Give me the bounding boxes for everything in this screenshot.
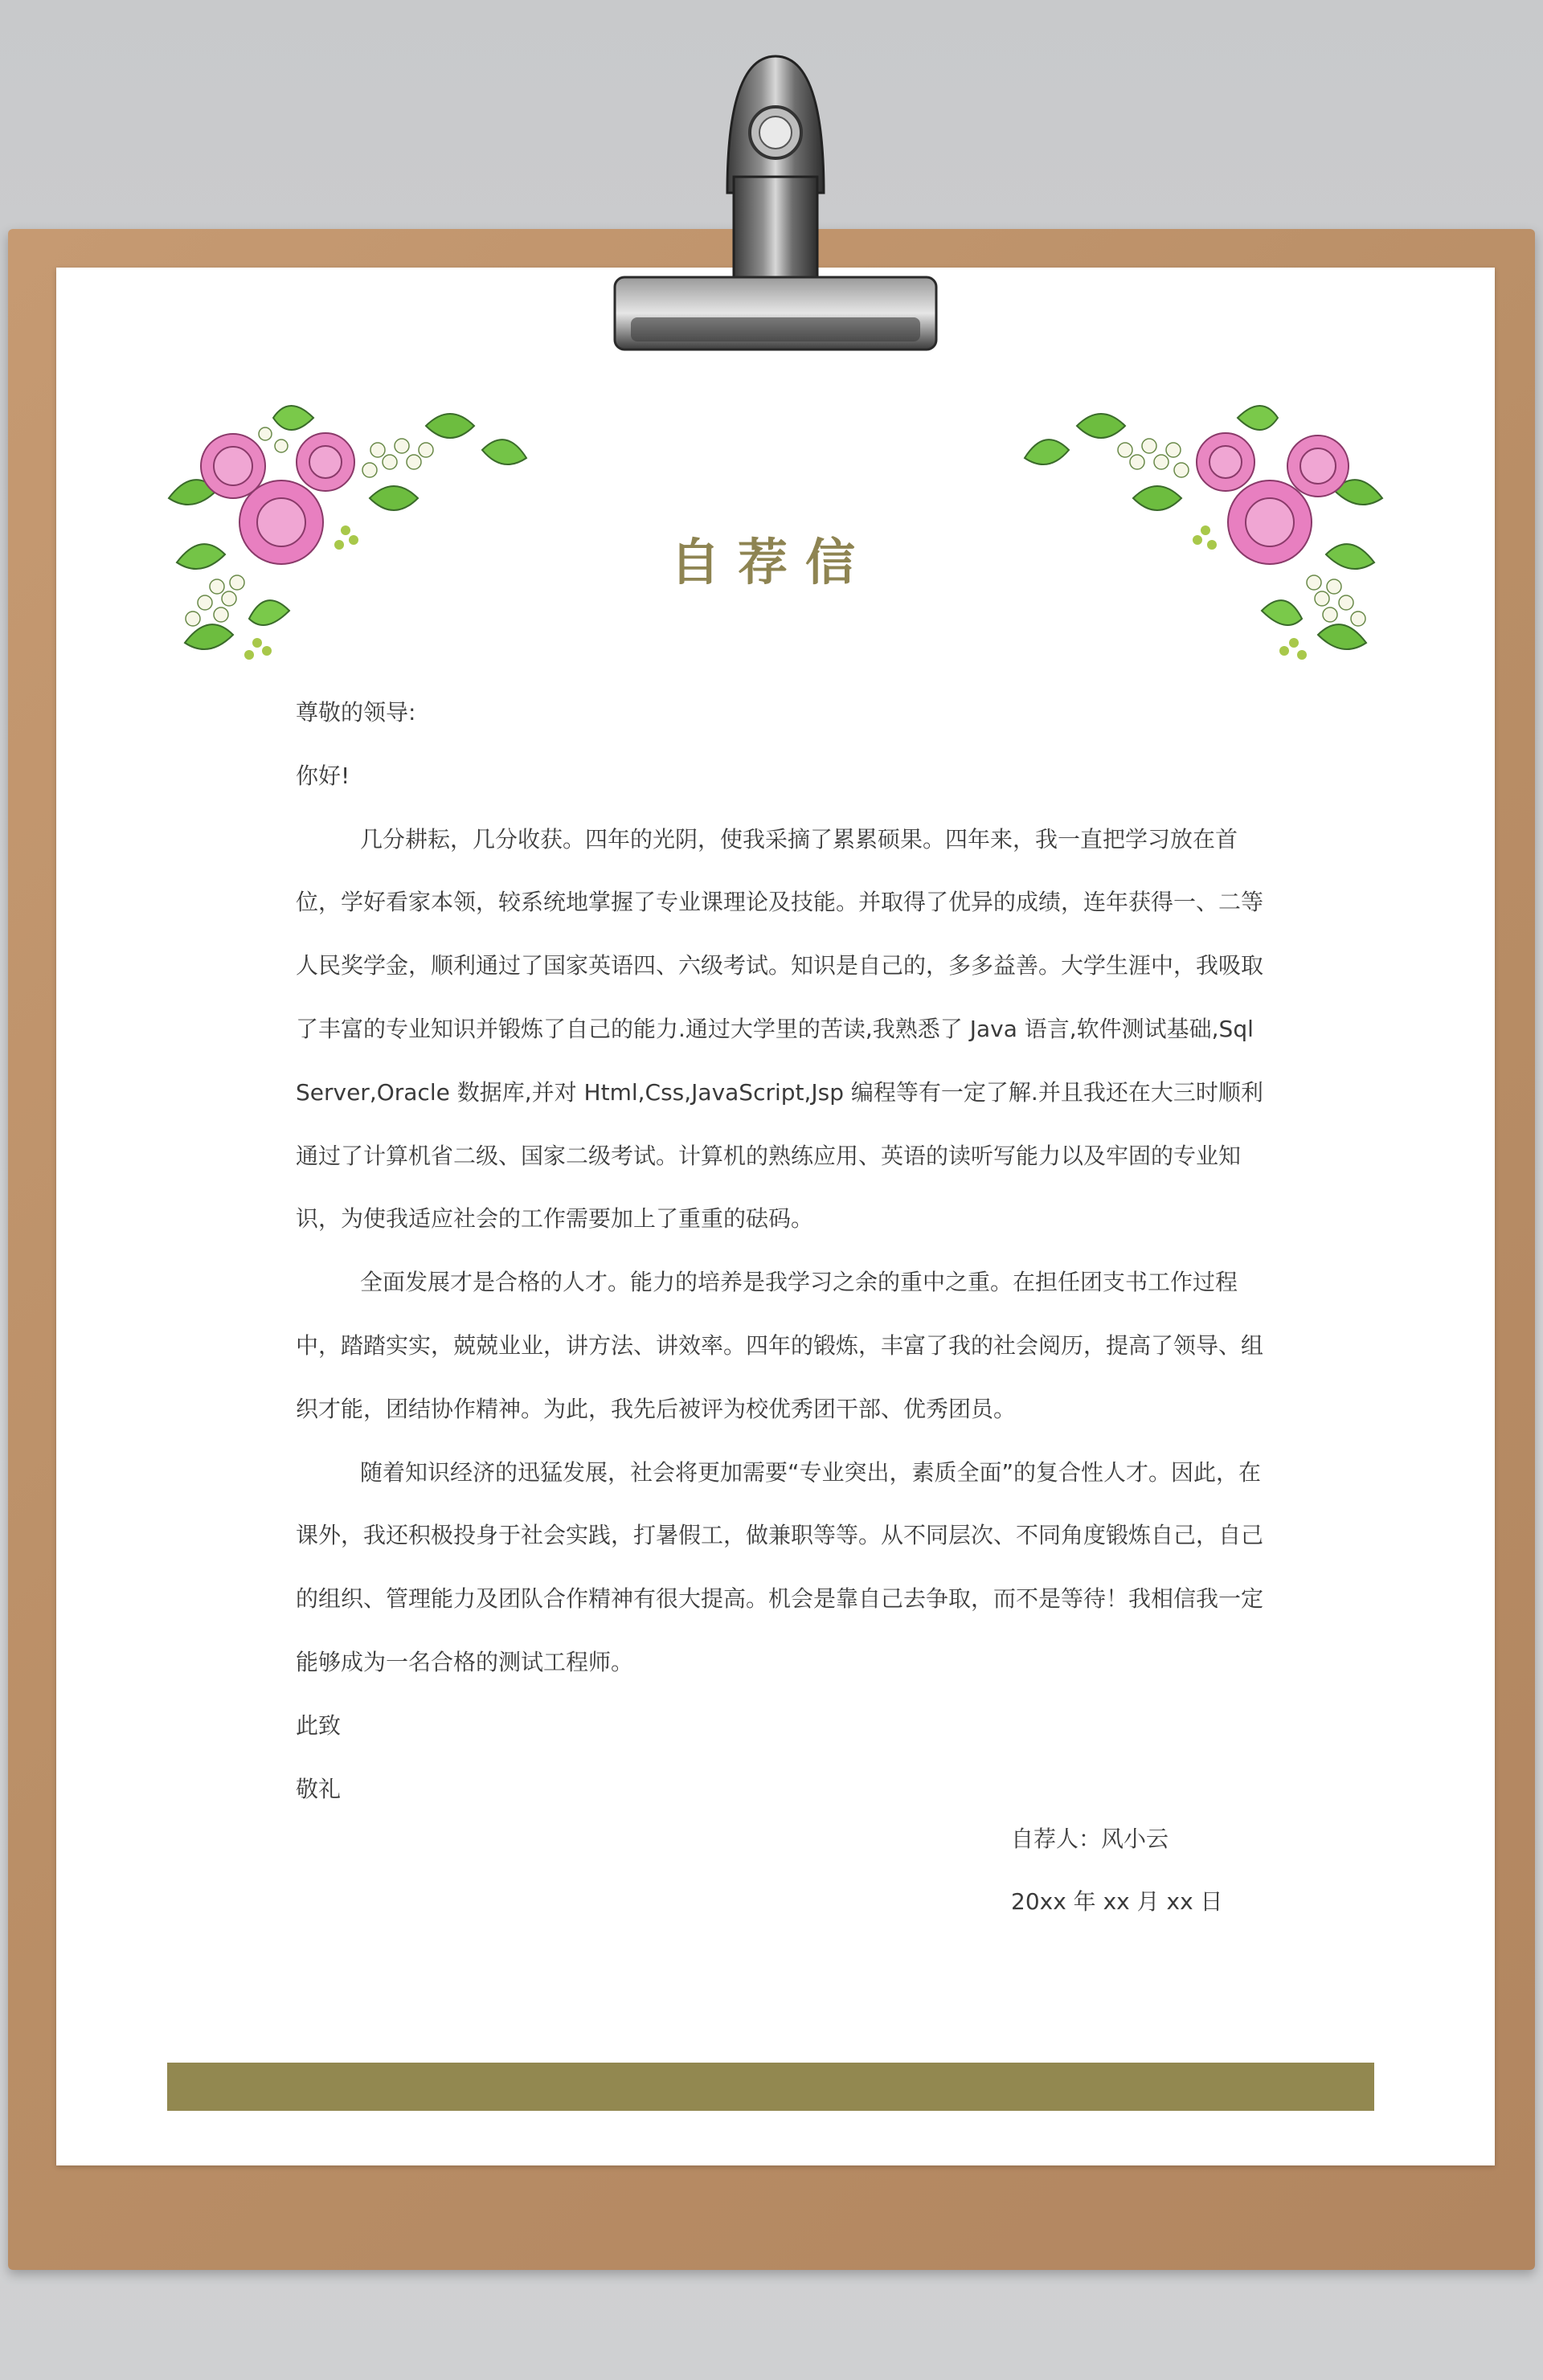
closing-line-1: 此致 [296,1711,342,1739]
binder-clip-icon [607,48,944,354]
paragraph-1: 几分耕耘，几分收获。四年的光阴，使我采摘了累累硕果。四年来，我一直把学习放在首位，学好看家本领，较系统地掌握了专业课理论及技能。并取得了优异的成绩，连年获得一、二等人民奖学金，顺利通过了国家英语四、六级考试。知识是自己的，多多益善。大学生涯中，我吸取了丰富的专业知识并锻炼了自己的能力.通过大学里的苦读,我熟悉了 Java 语言,软件测试基础,Sql Server,Oracle 数据库,并对 Html,Css,JavaScript,Jsp 编程等有一定了解.并且我还在大三时顺利通过了计算机省二级、国家二级考试。计算机的熟练应用、英语的读听写能力以及牢固的专业知识，为使我适应社会的工作需要加上了重重的砝码。 [296,825,1264,1233]
footer-bar [167,2063,1374,2111]
signature: 自荐人：风小云 [1011,1826,1169,1852]
letter-body [296,681,1276,1821]
page-title: 自荐信 [669,533,873,591]
closing-line-2: 敬礼 [296,1775,342,1802]
date: 20xx 年 xx 月 xx 日 [1011,1888,1223,1915]
salutation: 尊敬的领导: [296,699,416,726]
greeting: 你好! [296,762,350,789]
paragraph-2: 全面发展才是合格的人才。能力的培养是我学习之余的重中之重。在担任团支书工作过程中，踏踏实实，兢兢业业，讲方法、讲效率。四年的锻炼，丰富了我的社会阅历，提高了领导、组织才能，团结协作精神。为此，我先后被评为校优秀团干部、优秀团员。 [296,1269,1264,1422]
paragraph-3: 随着知识经济的迅猛发展，社会将更加需要“专业突出，素质全面”的复合性人才。因此，在课外，我还积极投身于社会实践，打暑假工，做兼职等等。从不同层次、不同角度锻炼自己，自己的组织、管理能力及团队合作精神有很大提高。机会是靠自己去争取，而不是等待！我相信我一定能够成为一名合格的测试工程师。 [296,1458,1264,1675]
signature-block [1011,1808,1223,1933]
